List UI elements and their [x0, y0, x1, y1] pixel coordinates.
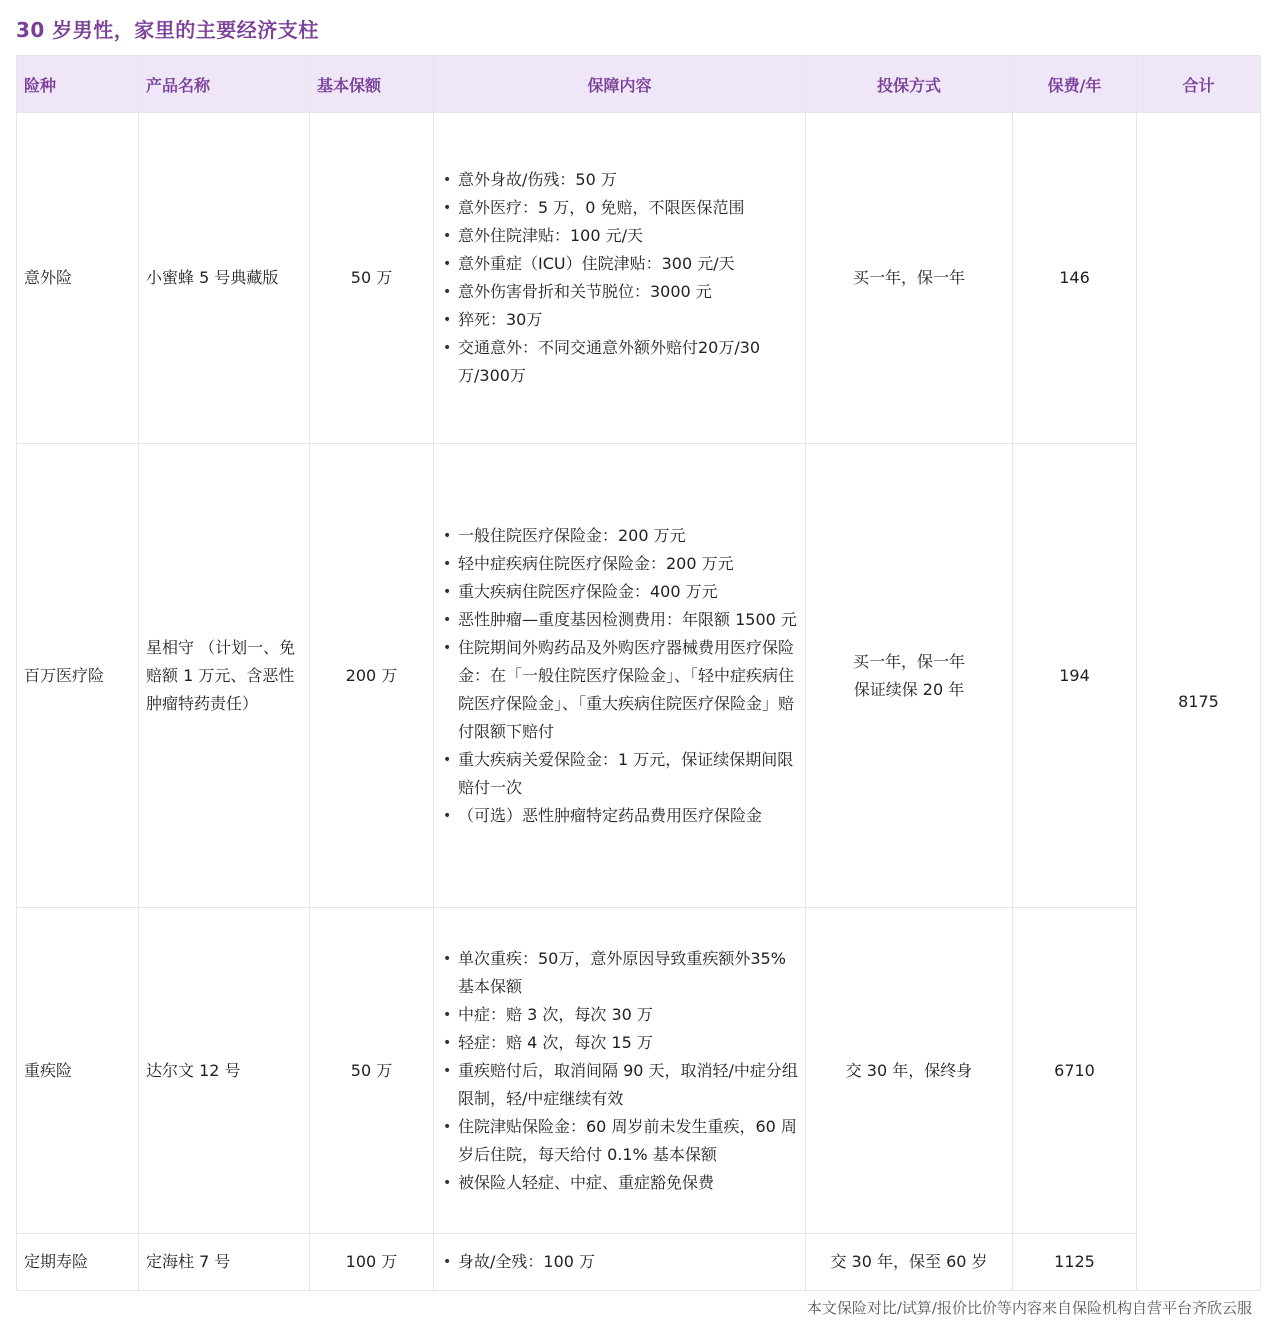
header-coverage: 基本保额 [310, 56, 434, 113]
cell-method [806, 444, 1013, 908]
list-item: • 重疾赔付后，取消间隔 90 天，取消轻/中症分组限制，轻/中症继续有效 [441, 1057, 798, 1113]
details-list [441, 1248, 798, 1276]
header-premium: 保费/年 [1013, 56, 1137, 113]
method-line: 交 30 年，保至 60 岁 [830, 1252, 988, 1271]
table-row [17, 444, 1261, 908]
cell-type: 重疾险 [17, 908, 139, 1234]
list-item: • 意外重症（ICU）住院津贴：300 元/天 [441, 250, 798, 278]
details-list [441, 945, 798, 1197]
list-item: • 轻中症疾病住院医疗保险金：200 万元 [441, 550, 798, 578]
page-title: 30 岁男性，家里的主要经济支柱 [16, 18, 319, 42]
method-line: 买一年，保一年 [852, 651, 965, 671]
header-type: 险种 [17, 56, 139, 113]
list-item: • 重大疾病住院医疗保险金：400 万元 [441, 578, 798, 606]
list-item: • 单次重疾：50万，意外原因导致重疾额外35% 基本保额 [441, 945, 798, 1001]
list-item: • 意外住院津贴：100 元/天 [441, 222, 798, 250]
details-list [441, 522, 798, 830]
cell-product: 达尔文 12 号 [139, 908, 310, 1234]
header-details: 保障内容 [434, 56, 806, 113]
cell-coverage: 50 万 [310, 113, 434, 444]
list-item: • 住院津贴保险金：60 周岁前未发生重疾，60 周岁后住院，每天给付 0.1% 基本保额 [441, 1113, 798, 1169]
cell-details [434, 444, 806, 908]
cell-premium: 146 [1013, 113, 1137, 444]
method-line: 保证续保 20 年 [853, 679, 965, 699]
cell-details [434, 113, 806, 444]
cell-premium: 194 [1013, 444, 1137, 908]
list-item: • 重大疾病关爱保险金：1 万元，保证续保期间限赔付一次 [441, 746, 798, 802]
list-item: • 住院期间外购药品及外购医疗器械费用医疗保险金：在「一般住院医疗保险金」、「轻中症疾病住院医疗保险金」、「重大疾病住院医疗保险金」赔付限额下赔付 [441, 634, 798, 746]
cell-premium: 6710 [1013, 908, 1137, 1234]
cell-type: 定期寿险 [17, 1234, 139, 1291]
cell-type: 百万医疗险 [17, 444, 139, 908]
list-item: • 意外伤害骨折和关节脱位：3000 元 [441, 278, 798, 306]
list-item: • 身故/全残：100 万 [441, 1248, 798, 1276]
header-method: 投保方式 [806, 56, 1013, 113]
list-item: • 意外身故/伤残：50 万 [441, 166, 798, 194]
cell-total: 8175 [1137, 113, 1261, 1291]
header-product: 产品名称 [139, 56, 310, 113]
cell-coverage: 200 万 [310, 444, 434, 908]
list-item: • 交通意外：不同交通意外额外赔付20万/30万/300万 [441, 334, 798, 390]
source-footnote: 本文保险对比/试算/报价比价等内容来自保险机构自营平台齐欣云服 [806, 1299, 1252, 1317]
cell-method [806, 1234, 1013, 1291]
cell-product: 定海柱 7 号 [139, 1234, 310, 1291]
list-item: • 中症：赔 3 次，每次 30 万 [441, 1001, 798, 1029]
list-item: • 被保险人轻症、中症、重症豁免保费 [441, 1169, 798, 1197]
details-list [441, 166, 798, 390]
list-item: • 猝死：30万 [441, 306, 798, 334]
list-item: • 恶性肿瘤—重度基因检测费用：年限额 1500 元 [441, 606, 798, 634]
cell-type: 意外险 [17, 113, 139, 444]
cell-product: 星相守 （计划一、免赔额 1 万元、含恶性肿瘤特药责任） [139, 444, 310, 908]
cell-premium: 1125 [1013, 1234, 1137, 1291]
cell-details [434, 1234, 806, 1291]
insurance-plan-table [16, 55, 1261, 1291]
cell-product: 小蜜蜂 5 号典藏版 [139, 113, 310, 444]
cell-method [806, 113, 1013, 444]
cell-coverage: 100 万 [310, 1234, 434, 1291]
table-row [17, 113, 1261, 444]
header-total: 合计 [1137, 56, 1261, 113]
list-item: • 意外医疗：5 万，0 免赔，不限医保范围 [441, 194, 798, 222]
table-header-row [17, 56, 1261, 113]
method-line: 交 30 年，保终身 [845, 1060, 973, 1080]
table-row [17, 1234, 1261, 1291]
cell-method [806, 908, 1013, 1234]
method-line: 买一年，保一年 [852, 268, 965, 287]
list-item: • 一般住院医疗保险金：200 万元 [441, 522, 798, 550]
list-item: • （可选）恶性肿瘤特定药品费用医疗保险金 [441, 802, 798, 830]
table-row [17, 908, 1261, 1234]
cell-coverage: 50 万 [310, 908, 434, 1234]
list-item: • 轻症：赔 4 次，每次 15 万 [441, 1029, 798, 1057]
cell-details [434, 908, 806, 1234]
